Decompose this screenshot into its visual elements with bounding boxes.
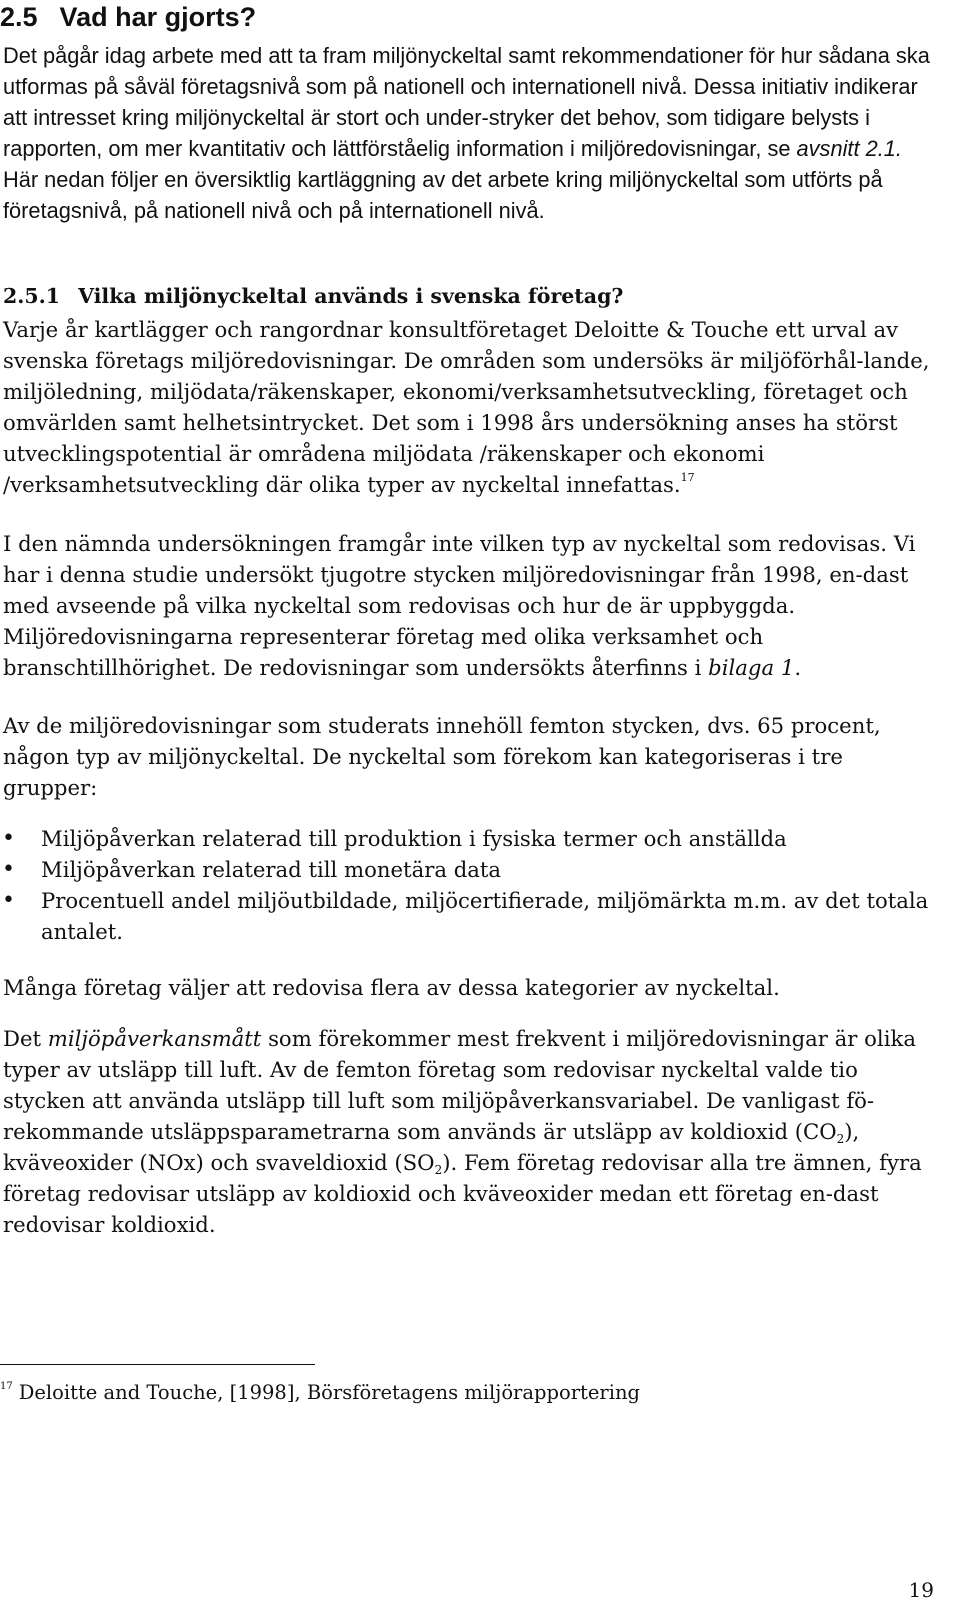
intro-text-continued: Här nedan följer en översiktlig kartläggning av det arbete kring miljönyckeltal som utförts på företagsnivå, på nationell nivå och på internationell nivå. [3,167,883,223]
list-item: • Procentuell andel miljöutbildade, miljöcertifierade, miljömärkta m.m. av det totala antalet. [0,885,930,947]
paragraph-text: ), kväveoxider (NOx) och svaveldioxid (SO [3,1119,860,1175]
footnote-text: Deloitte and Touche, [1998], Börsföretagens miljörapportering [18,1381,641,1404]
paragraph-emissions [3,1023,930,1240]
subscript: 2 [434,1163,443,1177]
list-item: • Miljöpåverkan relaterad till produktion i fysiska termer och anställda [0,823,930,854]
intro-text: Det pågår idag arbete med att ta fram miljönyckeltal samt rekommendationer för hur sådana ska utformas på såväl företagsnivå som på nationell och internationell nivå. Dessa initiativ indikerar att intresset kring miljönyckeltal är stort och under-stryker det behov, som tidigare belysts i rapporten, om mer kvantitativ och lättförståelig information i miljöredovisningar, se [3,43,930,161]
footnote-separator [0,1364,315,1365]
paragraph-text: Det [3,1026,48,1051]
intro-paragraph [3,40,930,226]
subsection-heading [3,281,623,311]
subscript: 2 [836,1132,845,1146]
section-heading [0,0,256,34]
emphasized-term: miljöpåverkansmått [47,1026,262,1051]
paragraph-study [3,528,930,683]
footnote [0,1378,640,1408]
paragraph-text: som förekommer mest frekvent i miljöredovisningar är olika typer av utsläpp till luft. Av de femton företag som redovisar nyckeltal valde tio stycken att använda utsläpp till luft som miljöpåverkansvariabel. De vanligast fö-rekommande utsläppsparametrarna som används är utsläpp av koldioxid (CO [3,1026,916,1144]
list-item: • Miljöpåverkan relaterad till monetära data [0,854,930,885]
appendix-reference: bilaga 1 [708,655,795,680]
subsection-number: 2.5.1 [3,284,61,308]
paragraph-end: . [794,655,802,680]
section-reference: avsnitt 2.1. [796,136,902,161]
page-number: 19 [908,1578,934,1602]
subsection-title: Vilka miljönyckeltal används i svenska företag? [78,284,624,308]
section-title: Vad har gjorts? [59,2,257,32]
paragraph-text: Varje år kartlägger och rangordnar konsultföretaget Deloitte & Touche ett urval av svenska företags miljöredovisningar. De områden som undersöks är miljöförhål-lande, miljöledning, miljödata/räkenskaper, ekonomi/verksamhetsutveckling, företaget och omvärlden samt helhetsintrycket. Det som i 1998 års undersökning anses ha störst utvecklingspotential är områdena miljödata /räkenskaper och ekonomi /verksamhetsutveckling där olika typer av nyckeltal innefattas. [3,317,930,497]
category-list [0,823,930,947]
paragraph-text: I den nämnda undersökningen framgår inte vilken typ av nyckeltal som redovisas. Vi har i denna studie undersökt tjugotre stycken miljöredovisningar från 1998, en-dast med avseende på vilka nyckeltal som redovisas och hur de är uppbyggda. Miljöredovisningarna representerar företag med olika verksamhet och branschtillhörighet. De redovisningar som undersökts återfinns i [3,531,916,680]
footnote-reference: 17 [680,471,695,484]
paragraph-deloitte [3,314,930,500]
footnote-number: 17 [0,1381,13,1392]
paragraph-findings: Av de miljöredovisningar som studerats innehöll femton stycken, dvs. 65 procent, någon typ av miljönyckeltal. De nyckeltal som förekom kan kategoriseras i tre grupper: [3,713,881,800]
paragraph-categories: Många företag väljer att redovisa flera av dessa kategorier av nyckeltal. [3,975,780,1000]
paragraph-text: ). Fem företag redovisar alla tre ämnen, fyra företag redovisar utsläpp av koldioxid och kväveoxider medan ett företag en-dast redovisar koldioxid. [3,1150,922,1237]
section-number: 2.5 [0,2,38,32]
